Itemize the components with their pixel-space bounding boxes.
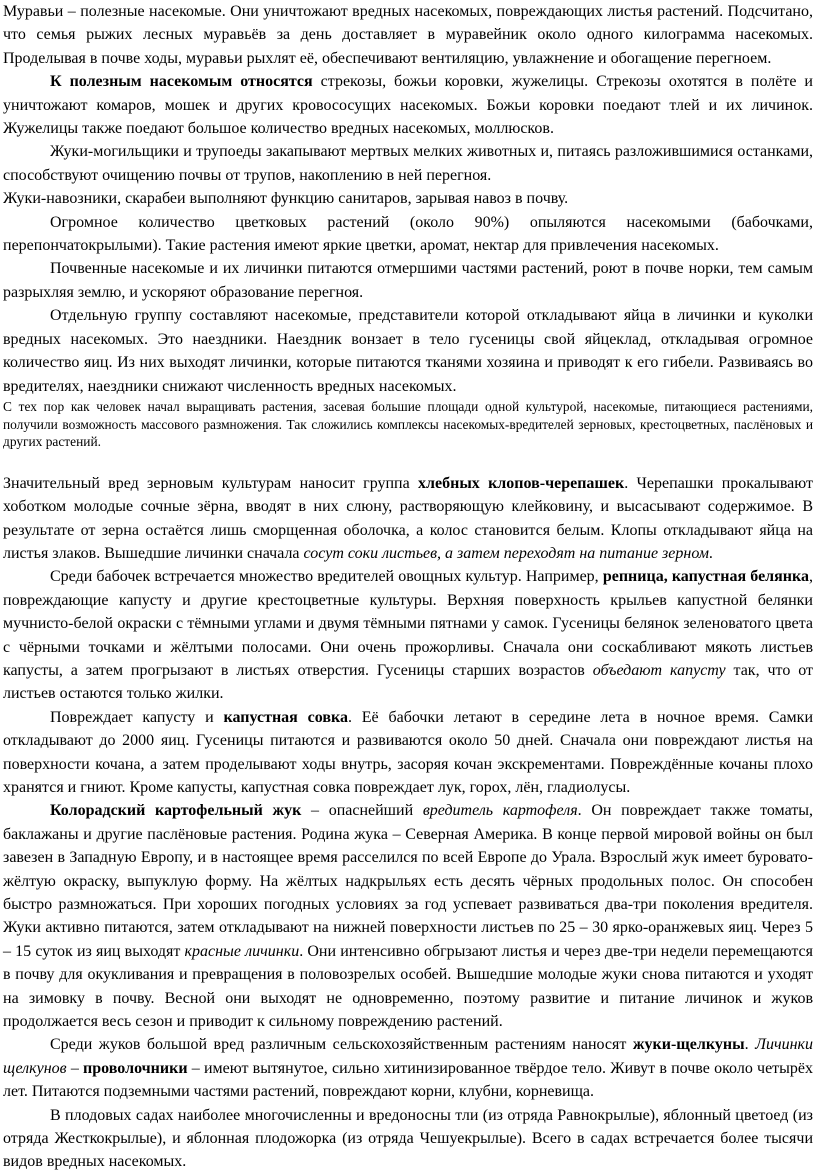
- paragraph-text: .: [708, 544, 713, 562]
- paragraph-text: – имеют вытянутое, сильно хитинизированное твёрдое тело. Живут в почве около четырёх лет. Питаются подземными частями растений, повреждают корни, клубни, корневища.: [3, 1059, 814, 1101]
- paragraph-pest-complexes: С тех пор как человек начал выращивать растения, засевая большие площади одной культурой, насекомые, питающиеся растениями, получили возможность массового размножения. Так сложились комплексы насекомых-вредителей зерновых, крестоцветных, паслёновых и других растений.: [3, 398, 813, 450]
- paragraph-text: стрекозы, божьи коровки, жужелицы. Стрекозы охотятся в полёте и уничтожают комаров, мошек и других кровососущих насекомых. Божьи коровки поедают тлей и их личинок. Жужелицы также поедают большое количество вредных насекомых, моллюсков.: [3, 73, 813, 138]
- paragraph-pollination: Огромное количество цветковых растений (около 90%) опыляются насекомыми (бабочками, перепончатокрылыми). Такие растения имеют яркие цветки, аромат, нектар для привлечения насекомых.: [3, 213, 813, 255]
- blank-line: [3, 451, 813, 472]
- paragraph-text: . Он повреждает также томаты, баклажаны и другие паслёновые растения. Родина жука – Северная Америка. В конце первой мировой войны он был завезен в Западную Европу, и в настоящее время расселился по всей Европе до Урала. Взрослый жук имеет буровато-жёлтую окраску, выпуклую форму. На жёлтых надкрыльях есть десять чёрных продольных полос. Он способен быстро размножаться. При хороших погодных условиях за год успевает развиваться два-три поколения вредителя. Жуки активно питаются, затем откладывают на нижней поверхности листьев по 25 – 30 ярко-оранжевых яиц. Через 5 – 15 суток из яиц выходят: [3, 802, 814, 960]
- paragraph-text: Среди жуков большой вред различным сельскохозяйственным растениям наносят: [50, 1036, 633, 1054]
- bold-term: проволочники: [83, 1059, 188, 1077]
- italic-term: красные личинки: [184, 942, 300, 960]
- paragraph-text: –: [66, 1059, 84, 1077]
- bold-term: хлебных клопов-черепашек: [418, 474, 625, 492]
- italic-term: Личинки щелкунов: [3, 1036, 813, 1077]
- paragraph-text: Повреждает капусту и: [50, 708, 224, 726]
- italic-term: сосут соки листьев, а затем переходят на питание зерном: [303, 544, 709, 562]
- paragraph-soil-insects: Почвенные насекомые и их личинки питаются отмершими частями растений, роют в почве норки, тем самым разрыхляя землю, и ускоряют образование перегноя.: [3, 260, 813, 301]
- paragraph-burying-beetles: Жуки-могильщики и трупоеды закапывают мертвых мелких животных и, питаясь разложившимися останками, способствуют очищению почвы от трупов, накоплению в ней перегноя.: [3, 143, 813, 184]
- paragraph-text: так, что от листьев остаются только жилки.: [3, 661, 814, 703]
- paragraph-grain-bugs: [3, 472, 813, 566]
- paragraph-cabbage-moth: [3, 706, 813, 800]
- paragraph-text: . Черепашки прокалывают хоботком молодые сочные зёрна, вводят в них слюну, растворяющую клейковину, и высасывают содержимое. В результате от зерна остаётся лишь сморщенная оболочка, а колос становится белым. Клопы откладывают яйца на листья злаков. Вышедшие личинки сначала: [3, 474, 813, 562]
- paragraph-cabbage-butterflies: [3, 565, 813, 705]
- paragraph-text: Среди бабочек встречается множество вредителей овощных культур. Например,: [50, 568, 603, 586]
- paragraph-click-beetles: [3, 1033, 813, 1103]
- bold-term: К полезным насекомым относятся: [50, 73, 313, 91]
- paragraph-orchard-pests: В плодовых садах наиболее многочисленны и вредоносны тли (из отряда Равнокрылые), яблонный цветоед (из отряда Жесткокрылые), и яблонная плодожорка (из отряда Чешуекрылые). Всего в садах встречается более тысячи видов вредных насекомых.: [3, 1106, 813, 1171]
- paragraph-text: . Её бабочки летают в середине лета в ночное время. Самки откладывают до 2000 яиц. Гусеницы питаются и развиваются около 50 дней. Сначала они повреждают листья на поверхности кочана, а затем проделывают ходы внутрь, засоряя кочан экскрементами. Повреждённые кочаны плохо хранятся и гниют. Кроме капусты, капустная совка повреждает лук, горох, лён, гладиолусы.: [3, 708, 814, 796]
- bold-term: Колорадский картофельный жук: [50, 802, 302, 820]
- paragraph-colorado-beetle: [3, 799, 813, 1033]
- italic-term: вредитель картофеля: [422, 802, 578, 820]
- bold-term: репница, капустная белянка: [602, 568, 809, 586]
- paragraph-useful-insects: [3, 70, 813, 140]
- paragraph-ants: Муравьи – полезные насекомые. Они уничтожают вредных насекомых, повреждающих листья растений. Подсчитано, что семья рыжих лесных муравьёв за день доставляет в муравейник около одного килограмма насекомых. Проделывая в почве ходы, муравьи рыхлят её, обеспечивают вентиляцию, увлажнение и обогащение перегноем.: [3, 3, 813, 67]
- bold-term: капустная совка: [223, 708, 348, 726]
- paragraph-text: . Они интенсивно обгрызают листья и через две-три недели перемещаются в почву для окукливания и превращения в половозрелых особей. Вышедшие молодые жуки снова питаются и уходят на зимовку в почву. Весной они выходят не одновременно, поэтому развитие и питание личинок и жуков продолжается весь сезон и приводит к сильному повреждению растений.: [3, 942, 813, 1031]
- bold-term: жуки-щелкуны: [632, 1036, 745, 1054]
- paragraph-text: Значительный вред зерновым культурам наносит группа: [3, 474, 419, 492]
- paragraph-text: – опаснейший: [301, 802, 423, 820]
- paragraph-parasitoids: Отдельную группу составляют насекомые, представители которой откладывают яйца в личинки и куколки вредных насекомых. Это наездники. Наездник вонзает в тело гусеницы свой яйцеклад, откладывая огромное количество яиц. Из них выходят личинки, которые питаются тканями хозяина и приводят к его гибели. Развиваясь во вредителях, наездники снижают численность вредных насекомых.: [3, 307, 813, 395]
- italic-term: объедают капусту: [592, 661, 726, 679]
- paragraph-text: , повреждающие капусту и другие крестоцветные культуры. Верхняя поверхность крыльев капустной белянки мучнисто-белой окраски с тёмными углами и двумя тёмными пятнами у самок. Гусеницы белянок зеленоватого цвета с чёрными точками и жёлтыми полосами. Они очень прожорливы. Сначала они соскабливают мякоть листьев капусты, а затем прогрызают в листьях отверстия. Гусеницы старших возрастов: [3, 568, 813, 679]
- paragraph-dung-beetles: Жуки-навозники, скарабеи выполняют функцию санитаров, зарывая навоз в почву.: [3, 190, 569, 208]
- paragraph-text: .: [744, 1036, 756, 1054]
